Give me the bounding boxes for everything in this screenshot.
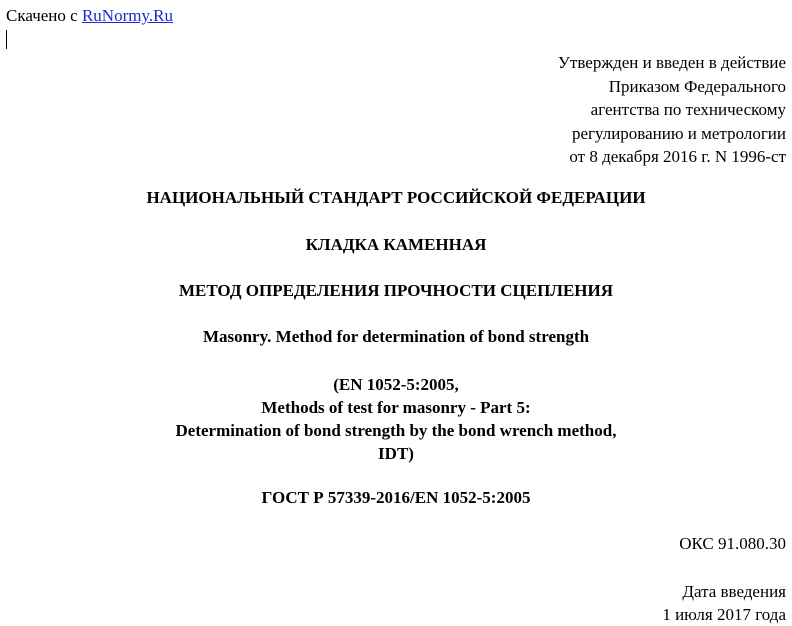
standard-designation: ГОСТ Р 57339-2016/EN 1052-5:2005 — [261, 488, 531, 507]
approval-line: Приказом Федерального — [608, 76, 786, 96]
approval-line: от 8 декабря 2016 г. N 1996-ст — [569, 147, 786, 166]
approval-line: агентства по техническому — [590, 100, 786, 119]
standard-type-heading: НАЦИОНАЛЬНЫЙ СТАНДАРТ РОССИЙСКОЙ ФЕДЕРАЦИИ — [146, 188, 646, 207]
introduction-date: 1 июля 2017 года — [662, 605, 786, 624]
download-source-line — [6, 6, 173, 26]
en-reference-line: (EN 1052-5:2005, — [333, 375, 459, 394]
introduction-label: Дата введения — [682, 582, 786, 601]
english-title: Masonry. Method for determination of bond strength — [202, 327, 590, 346]
en-reference-line: IDT) — [378, 444, 414, 463]
oks-code: ОКС 91.080.30 — [679, 534, 786, 553]
subject-heading: КЛАДКА КАМЕННАЯ — [305, 235, 487, 254]
approval-line: Утвержден и введен в действие — [557, 53, 786, 72]
approval-block — [558, 51, 786, 169]
en-reference-line: Determination of bond strength by the bond wrench method, — [175, 421, 617, 440]
runormy-link[interactable]: RuNormy.Ru — [81, 6, 173, 25]
text-cursor — [6, 30, 7, 49]
en-reference-line: Methods of test for masonry - Part 5: — [261, 398, 531, 417]
download-prefix: Скачено с — [6, 6, 82, 25]
approval-line: регулированию и метрологии — [571, 123, 786, 143]
en-reference-block — [0, 373, 792, 465]
method-heading: МЕТОД ОПРЕДЕЛЕНИЯ ПРОЧНОСТИ СЦЕПЛЕНИЯ — [178, 281, 614, 300]
introduction-date-block — [662, 580, 786, 626]
